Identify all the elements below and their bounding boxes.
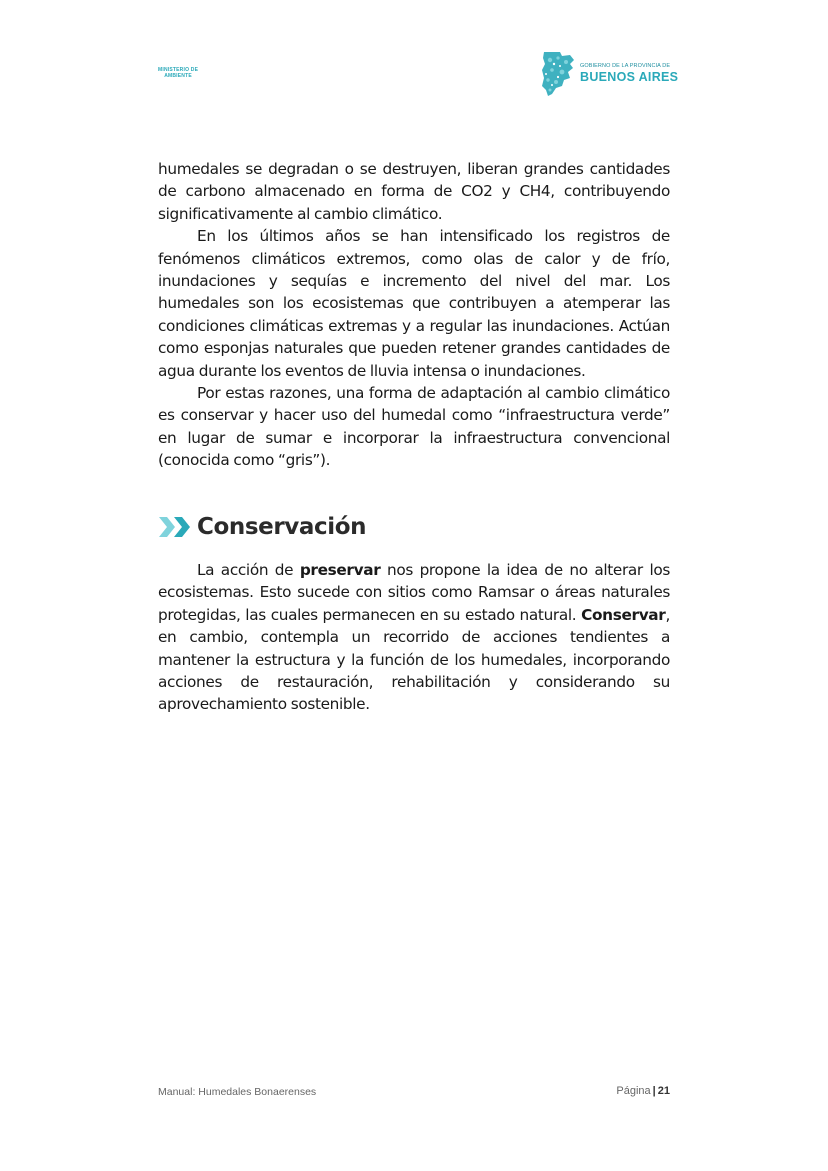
paragraph-2: En los últimos años se han intensificado los registros de fenómenos climáticos extremos, como olas de calor y de frío, inundaciones y sequías e incremento del nivel del mar. Los humedales son los ecosistemas que contribuyen a atemperar las condiciones climáticas extremas y a regular las inundaciones. Actúan como esponjas naturales que pueden retener grandes cantidades de agua durante los eventos de lluvia intensa o inundaciones.: [158, 227, 670, 380]
page-label: Página: [616, 1085, 651, 1097]
page-number: 21: [657, 1085, 670, 1097]
paragraph-3: Por estas razones, una forma de adaptación al cambio climático es conservar y hacer uso del humedal como “infraestructura verde” en lugar de sumar e incorporar la infraestructura convencional (conocida como “gris”).: [158, 384, 670, 470]
section-title: Conservación: [197, 514, 367, 540]
ministerio-logo: [158, 67, 198, 79]
page-separator: |: [652, 1085, 656, 1097]
text-run: , en cambio, contempla un recorrido de acciones tendientes a mantener la estructura y la función de los humedales, incorporando acciones de restauración, rehabilitación y considerando su aprovechamiento sostenible.: [158, 605, 670, 714]
provincia-logo-main: BUENOS AIRES: [580, 70, 679, 84]
bold-term-preservar: preservar: [299, 561, 381, 579]
body-text: [158, 158, 670, 472]
provincia-logo-top: GOBIERNO DE LA PROVINCIA DE: [580, 63, 671, 69]
section-paragraph: [158, 559, 670, 716]
section-heading: [158, 512, 366, 542]
double-chevron-right-icon: [158, 516, 192, 538]
ministerio-logo-line1: MINISTERIO DE: [158, 67, 199, 73]
province-map-icon: [540, 50, 578, 98]
text-run: nos propone la idea de no alterar los ecosistemas. Esto sucede con sitios como Ramsar o áreas naturales protegidas, las cuales permanecen en su estado natural.: [158, 561, 670, 624]
bold-term-conservar: Conservar: [581, 605, 666, 624]
text-run: La acción de: [197, 561, 300, 579]
ministerio-logo-line2: AMBIENTE: [164, 73, 192, 79]
footer-manual-title: Manual: Humedales Bonaerenses: [158, 1086, 317, 1098]
footer-page: [616, 1085, 670, 1097]
provincia-logo: [540, 50, 679, 98]
section-body: [158, 559, 670, 716]
paragraph-1: humedales se degradan o se destruyen, liberan grandes cantidades de carbono almacenado en forma de CO2 y CH4, contribuyendo significativamente al cambio climático.: [158, 160, 670, 223]
